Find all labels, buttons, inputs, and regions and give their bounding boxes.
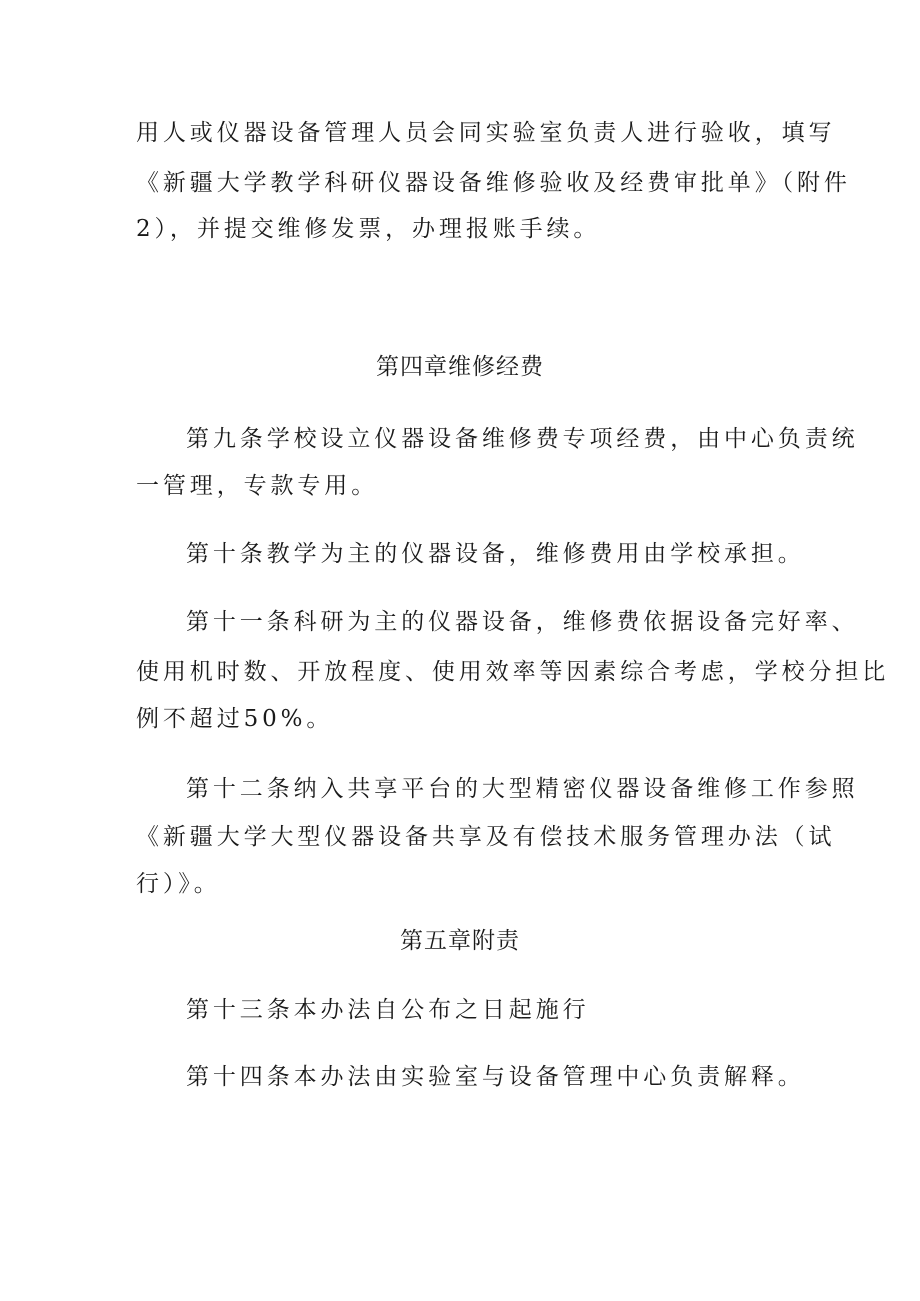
paragraph-line: 第十二条纳入共享平台的大型精密仪器设备维修工作参照 <box>186 776 859 802</box>
paragraph-line: 行）》。 <box>136 871 221 897</box>
paragraph-line: 例不超过50%。 <box>136 706 334 732</box>
paragraph-line: 使用机时数、开放程度、使用效率等因素综合考虑，学校分担比 <box>136 659 890 685</box>
chapter-4-heading: 第四章维修经费 <box>376 354 544 380</box>
paragraph-line: 一管理，专款专用。 <box>136 473 379 499</box>
paragraph-line: 第九条学校设立仪器设备维修费专项经费，由中心负责统 <box>186 426 859 452</box>
chapter-5-heading: 第五章附责 <box>400 928 520 954</box>
paragraph-line: 第十四条本办法由实验室与设备管理中心负责解释。 <box>186 1064 805 1090</box>
paragraph-line: 2），并提交维修发票，办理报账手续。 <box>136 216 601 242</box>
paragraph-line: 《新疆大学教学科研仪器设备维修验收及经费审批单》（附件 <box>136 170 851 196</box>
paragraph-line: 第十一条科研为主的仪器设备，维修费依据设备完好率、 <box>186 609 859 635</box>
paragraph-line: 第十条教学为主的仪器设备，维修费用由学校承担。 <box>186 541 805 567</box>
paragraph-line: 用人或仪器设备管理人员会同实验室负责人进行验收，填写 <box>136 120 836 146</box>
paragraph-line: 第十三条本办法自公布之日起施行 <box>186 997 590 1023</box>
paragraph-line: 《新疆大学大型仪器设备共享及有偿技术服务管理办法（试 <box>136 824 836 850</box>
